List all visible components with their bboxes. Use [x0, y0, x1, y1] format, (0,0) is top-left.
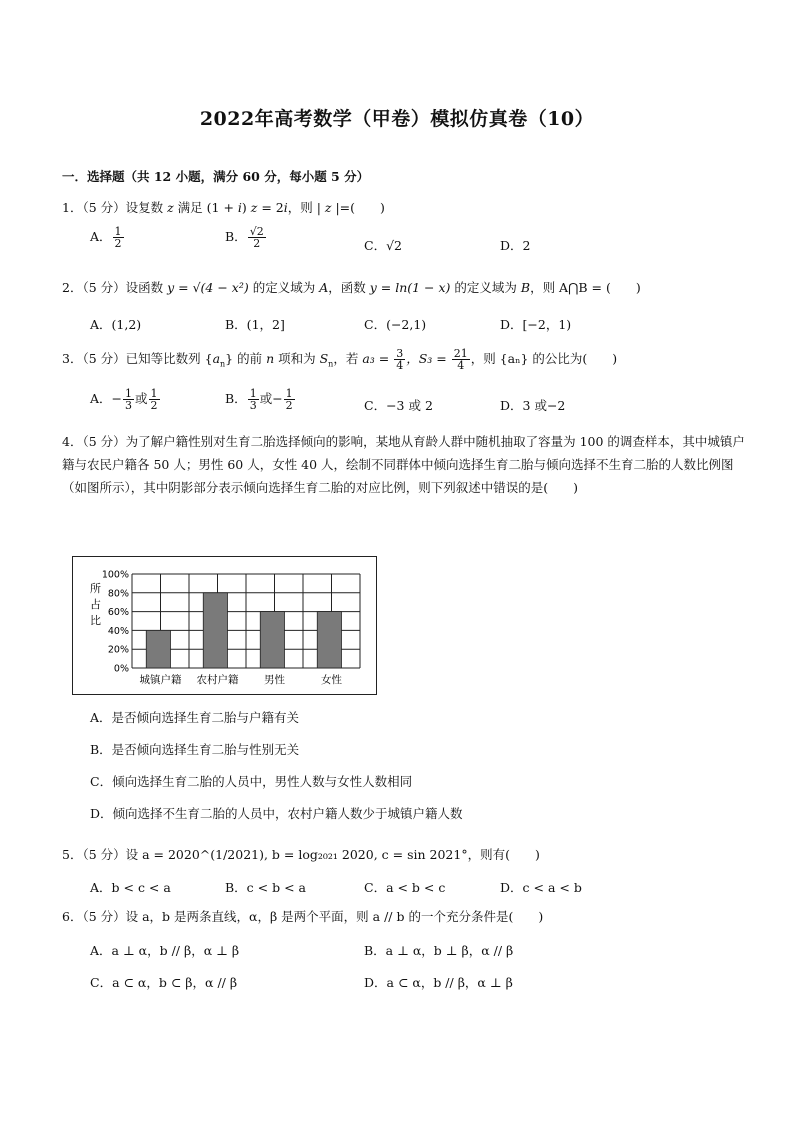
q3-var: S	[319, 351, 329, 366]
q5-option-b[interactable]: B．c < b < a	[225, 880, 306, 895]
numerator: 1	[150, 387, 158, 400]
q2-text: 2．（5 分）设函数	[62, 280, 168, 295]
fraction	[284, 388, 295, 411]
denominator: 2	[253, 237, 261, 250]
bar	[146, 630, 170, 668]
option-label: A．−	[90, 391, 123, 406]
x-tick-label: 女性	[321, 674, 342, 686]
question-6-stem: 6．（5 分）设 a，b 是两条直线，α，β 是两个平面，则 a // b 的一个充分条件是( )	[62, 909, 544, 924]
question-5-stem: 5．（5 分）设 a = 2020^(1/2021), b = log₂₀₂₁ 2020, c = sin 2021°，则有( )	[62, 847, 540, 862]
denominator: 2	[285, 399, 293, 412]
q3-formula: a₃ =	[362, 351, 394, 366]
numerator: 21	[453, 347, 468, 360]
q3-var: a	[212, 351, 221, 366]
q3-option-d[interactable]: D．3 或−2	[500, 398, 566, 413]
q2-text: ，则 A⋂B = ( )	[530, 280, 641, 295]
q6-option-d[interactable]: D．a ⊂ α，b // β，α ⊥ β	[364, 975, 513, 990]
q2-option-c[interactable]: C．(−2,1)	[364, 317, 427, 332]
q1-var: z	[324, 200, 332, 215]
q4-option-d[interactable]: D．倾向选择不生育二胎的人员中，农村户籍人数少于城镇户籍人数	[90, 806, 463, 821]
q4-option-a[interactable]: A．是否倾向选择生育二胎与户籍有关	[90, 710, 300, 725]
y-tick-label: 60%	[107, 607, 129, 619]
q1-option-a[interactable]	[90, 226, 125, 249]
option-value: √2	[386, 238, 402, 253]
denominator: 3	[249, 399, 257, 412]
denominator: 4	[457, 359, 465, 372]
q3-option-c[interactable]: C．−3 或 2	[364, 398, 433, 413]
fraction	[123, 388, 134, 411]
q4-option-b[interactable]: B．是否倾向选择生育二胎与性别无关	[90, 742, 300, 757]
bar	[203, 593, 227, 668]
x-tick-label: 农村户籍	[196, 674, 239, 686]
q5-option-a[interactable]: A．b < c < a	[90, 880, 171, 895]
q1-text: 满足 (1 +	[173, 200, 238, 215]
numerator: √2	[249, 225, 264, 238]
q1-text: )	[241, 200, 251, 215]
y-tick-label: 40%	[107, 625, 129, 637]
q2-text: 的定义域为	[248, 280, 320, 295]
q4-option-c[interactable]: C．倾向选择生育二胎的人员中，男性人数与女性人数相同	[90, 774, 413, 789]
numerator: 1	[125, 387, 133, 400]
y-tick-label: 80%	[107, 588, 129, 600]
denominator: 4	[396, 359, 404, 372]
chart-ylabel-1: 所	[90, 582, 101, 595]
section-heading: 一．选择题（共 12 小题，满分 60 分，每小题 5 分）	[62, 169, 370, 184]
option-label: B．	[225, 229, 247, 244]
y-tick-label: 20%	[107, 644, 129, 656]
q2-formula: y = ln(1 − x)	[369, 280, 451, 295]
q3-option-b[interactable]	[225, 388, 296, 411]
q2-var: B	[520, 280, 531, 295]
q1-option-d[interactable]: D．2	[500, 238, 531, 253]
option-text: 或	[135, 391, 148, 406]
q2-option-a[interactable]: A．(1,2)	[90, 317, 142, 332]
fraction	[113, 226, 124, 249]
question-3-stem	[62, 348, 617, 371]
q3-sub: n	[328, 359, 334, 369]
bar	[260, 612, 284, 668]
q1-var: i	[283, 200, 288, 215]
x-tick-label: 城镇户籍	[139, 674, 182, 686]
x-tick-label: 男性	[264, 674, 285, 686]
q6-option-a[interactable]: A．a ⊥ α，b // β，α ⊥ β	[90, 943, 240, 958]
q3-text: } 的前	[225, 351, 267, 366]
q1-text: ，则 |	[287, 200, 325, 215]
bar	[317, 612, 341, 668]
q3-formula: ，S₃ =	[406, 351, 451, 366]
q2-var: A	[319, 280, 329, 295]
option-label: C．	[364, 238, 387, 253]
q1-option-c[interactable]	[364, 236, 402, 254]
q1-var: i	[237, 200, 242, 215]
fraction	[452, 348, 470, 371]
denominator: 3	[125, 399, 133, 412]
option-label: A．	[90, 229, 112, 244]
q3-option-a[interactable]	[90, 388, 161, 411]
q2-text: 的定义域为	[450, 280, 521, 295]
q1-text: |=( )	[331, 200, 385, 215]
q5-option-c[interactable]: C．a < b < c	[364, 880, 446, 895]
q6-option-c[interactable]: C．a ⊂ α，b ⊂ β，α // β	[90, 975, 238, 990]
y-tick-label: 100%	[101, 569, 129, 581]
q2-formula: y = √(4 − x²)	[167, 280, 249, 295]
chart-ylabel-3: 比	[90, 614, 101, 627]
numerator: 1	[249, 387, 257, 400]
fraction	[248, 226, 266, 249]
fraction	[149, 388, 160, 411]
q5-option-d[interactable]: D．c < a < b	[500, 880, 582, 895]
q3-text: ，则 {aₙ} 的公比为( )	[470, 351, 618, 366]
fraction	[394, 348, 405, 371]
q3-text: 3．（5 分）已知等比数列 {	[62, 351, 213, 366]
chart-ylabel-2: 占	[90, 598, 101, 611]
option-text: 或−	[259, 391, 283, 406]
q2-option-b[interactable]: B．(1，2]	[225, 317, 285, 332]
question-4-stem: 4．（5 分）为了解户籍性别对生育二胎选择倾向的影响，某地从育龄人群中随机抽取了容量为 100 的调查样本，其中城镇户籍与农民户籍各 50 人；男性 60 人，女性 40 人，绘制不同群体中倾向选择生育二胎与倾向选择不生育二胎的人数比例图（如图所示），其中阴影部分表示倾向选择生育二胎的对应比例，则下列叙述中错误的是( )	[62, 434, 745, 495]
numerator: 3	[396, 347, 404, 360]
question-2-stem	[62, 278, 641, 296]
q1-var: z	[250, 200, 258, 215]
q3-var: n	[266, 351, 275, 366]
q6-option-b[interactable]: B．a ⊥ α，b ⊥ β，α // β	[364, 943, 514, 958]
q2-option-d[interactable]: D．[−2，1)	[500, 317, 572, 332]
y-tick-label: 0%	[113, 663, 129, 675]
q1-option-b[interactable]	[225, 226, 267, 249]
numerator: 1	[114, 225, 122, 238]
q2-text: ，函数	[328, 280, 370, 295]
q1-text: = 2	[257, 200, 284, 215]
q3-text: 项和为	[274, 351, 320, 366]
option-label: B．	[225, 391, 247, 406]
numerator: 1	[285, 387, 293, 400]
page-title: 2022年高考数学（甲卷）模拟仿真卷（10）	[199, 108, 595, 130]
q3-text: ，若	[333, 351, 363, 366]
q3-sub: n	[220, 359, 226, 369]
fraction	[248, 388, 259, 411]
denominator: 2	[114, 237, 122, 250]
q4-bar-chart	[72, 556, 378, 696]
q1-var: z	[167, 200, 174, 215]
q1-text: 1．（5 分）设复数	[62, 200, 168, 215]
question-1-stem	[62, 198, 385, 216]
denominator: 2	[150, 399, 158, 412]
